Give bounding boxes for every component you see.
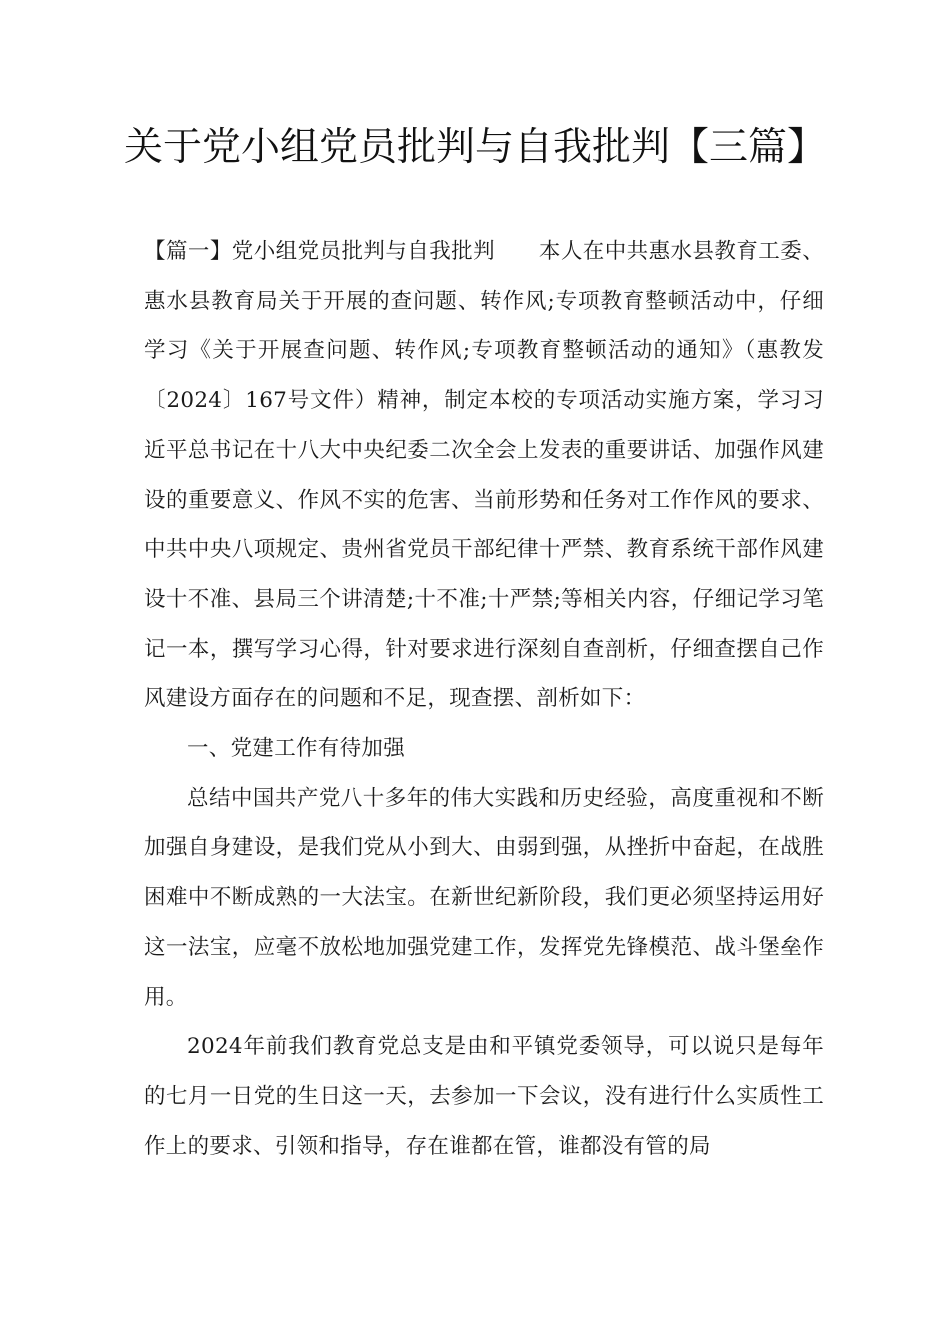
section-heading: 一、党建工作有待加强: [187, 736, 406, 762]
document-title: 关于党小组党员批判与自我批判【三篇】: [123, 125, 826, 170]
body-paragraph: 总结中国共产党八十多年的伟大实践和历史经验，高度重视和不断加强自身建设，是我们党从小到大、由弱到强，从挫折中奋起，在战胜困难中不断成熟的一大法宝。在新世纪新阶段，我们更必须坚持运用好这一法宝，应毫不放松地加强党建工作，发挥党先锋模范、战斗堡垒作用。: [144, 785, 824, 1010]
document-body: [144, 227, 824, 1171]
intro-paragraph: 【篇一】党小组党员批判与自我批判 本人在中共惠水县教育工委、惠水县教育局关于开展的查问题、转作风;专项教育整顿活动中，仔细学习《关于开展查问题、转作风;专项教育整顿活动的通知》（惠教发〔2024〕167号文件）精神，制定本校的专项活动实施方案，学习习近平总书记在十八大中央纪委二次全会上发表的重要讲话、加强作风建设的重要意义、作风不实的危害、当前形势和任务对工作作风的要求、中共中央八项规定、贵州省党员干部纪律十严禁、教育系统干部作风建设十不准、县局三个讲清楚;十不准;十严禁;等相关内容，仔细记学习笔记一本，撰写学习心得，针对要求进行深刻自查剖析，仔细查摆自己作风建设方面存在的问题和不足，现查摆、剖析如下：: [144, 239, 824, 712]
body-paragraph: 2024年前我们教育党总支是由和平镇党委领导，可以说只是每年的七月一日党的生日这一天，去参加一下会议，没有进行什么实质性工作上的要求、引领和指导，存在谁都在管，谁都没有管的局: [144, 1034, 824, 1159]
